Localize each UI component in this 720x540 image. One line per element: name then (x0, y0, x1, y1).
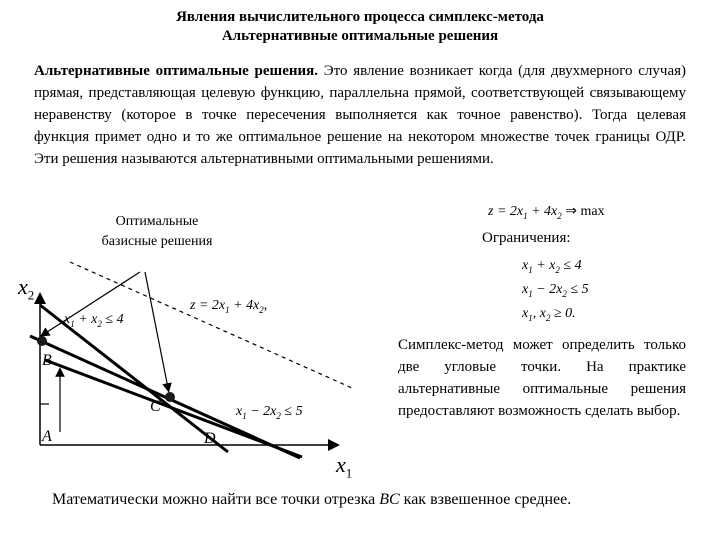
line-label-2: $z = 2x_1 + 4x_2$, (190, 298, 268, 315)
point-label-a: A (42, 428, 52, 445)
optimal-solutions-label: Оптимальные базисные решения (101, 214, 213, 249)
callout-arrow-c (145, 272, 168, 388)
point-label-b: B (42, 352, 52, 369)
line-label-1: $x_1 + x_2 \le 4$ (64, 312, 124, 329)
constraints-title: Ограничения: (482, 230, 571, 246)
conclusion-text: Математически можно найти все точки отрезка BC как взвешенное среднее. (52, 491, 572, 508)
point-c (165, 392, 175, 402)
intro-term: Альтернативные оптимальные решения. (34, 63, 319, 79)
point-label-c: C (150, 398, 161, 415)
constraint-3: $x_1$, $x_2 \ge 0$. (522, 305, 576, 323)
objective-function: $z = 2x_1 + 4x_2$ ⇒ max (488, 204, 605, 221)
intro-text: Это явление возникает когда (для двухмерного случая) прямая, представляющая целевую функцию, параллельна прямой, соответствующей связывающему неравенству (которое в точке пересечения выполняется как точное равенство). Тогда целевая функция примет одно и то же оптимальное решение на некотором множестве точек границы ОДР. Эти решения называются альтернативными оптимальными решениями. (34, 63, 686, 167)
constraint-1: $x_1 + x_2 \le 4$ (522, 258, 582, 275)
y-axis-label: $x_2$ (18, 274, 35, 303)
title-line-2: Альтернативные оптимальные решения (221, 28, 499, 44)
title-line-1: Явления вычислительного процесса симплекс-метода (176, 9, 544, 25)
point-label-d: D (204, 430, 216, 447)
x-axis-label: $x_1$ (336, 452, 353, 481)
point-b (37, 336, 47, 346)
side-note: Симплекс-метод может определить только две угловые точки. На практике альтернативные оптимальные решения предоставляют возможность сделать выбор. (398, 337, 686, 419)
constraint-2: $x_1 - 2x_2 \le 5$ (522, 281, 589, 299)
line-label-3: $x_1 - 2x_2 \le 5$ (236, 404, 303, 421)
